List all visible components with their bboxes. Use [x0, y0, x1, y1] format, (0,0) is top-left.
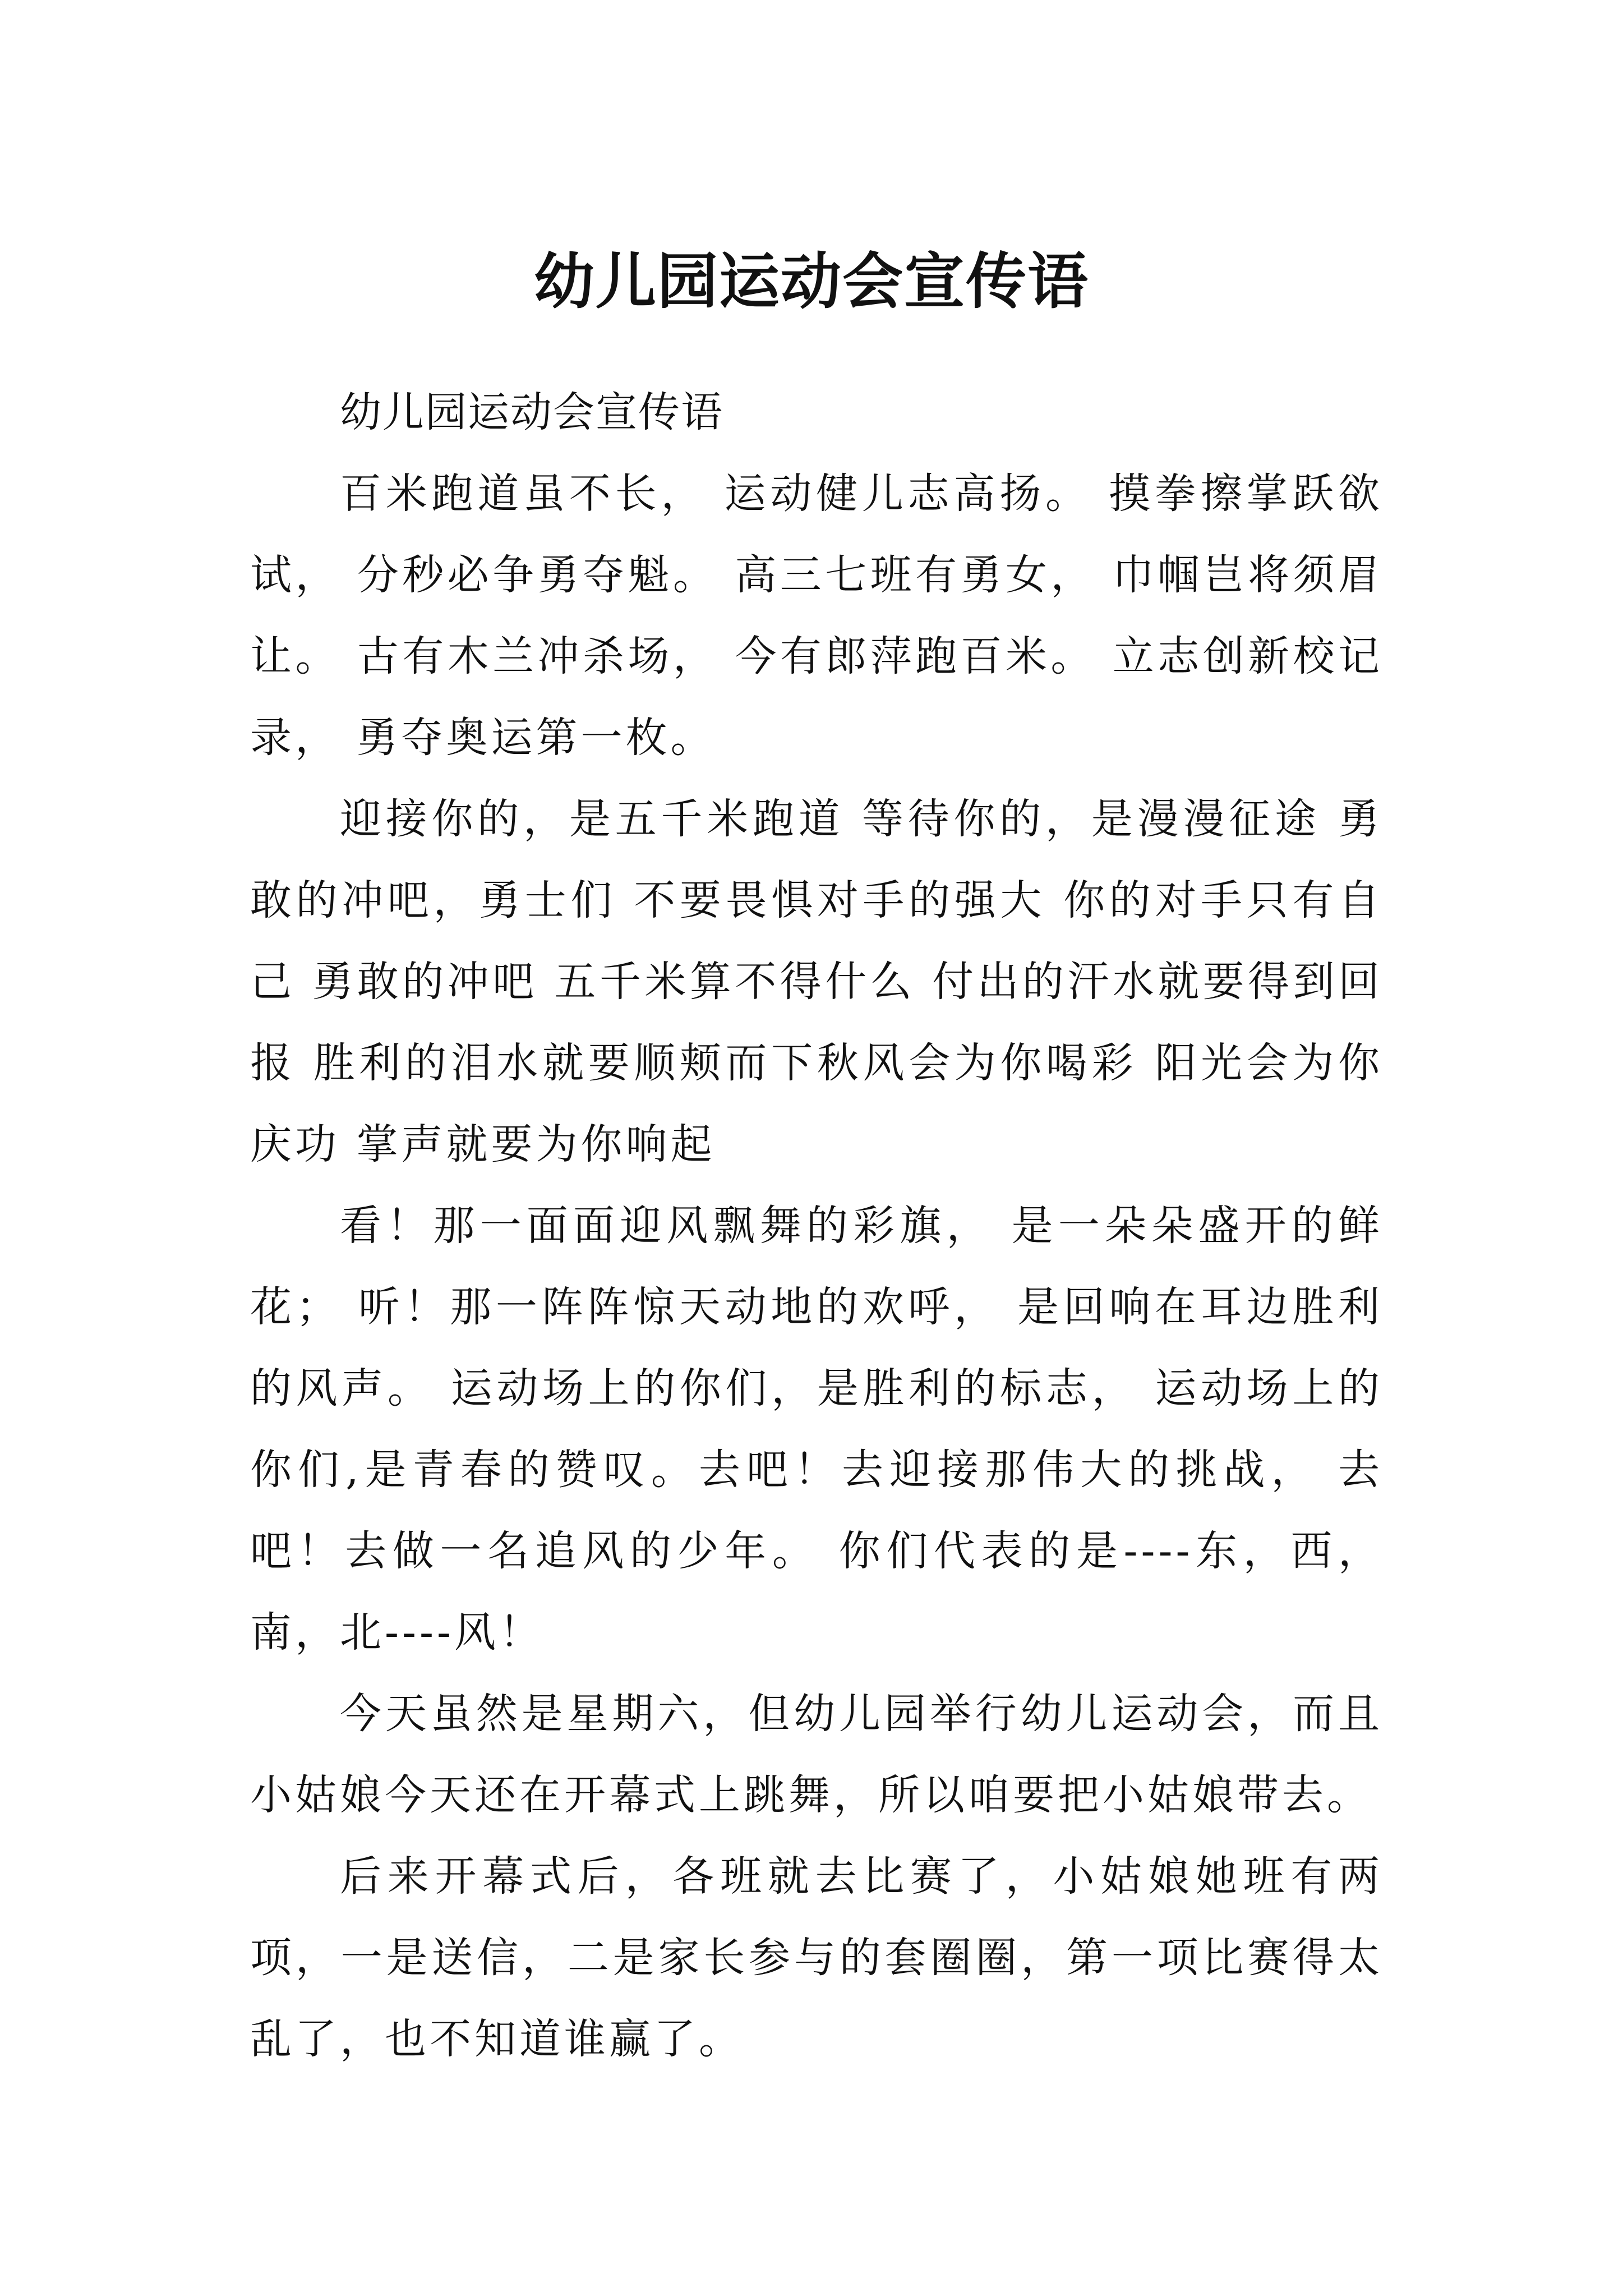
- paragraph-saturday: 今天虽然是星期六，但幼儿园举行幼儿运动会，而且小姑娘今天还在开幕式上跳舞，所以咱要把小姑娘带去。: [250, 1690, 1383, 1819]
- paragraph-subtitle: 幼儿园运动会宣传语: [340, 388, 723, 436]
- document-body: [250, 372, 1383, 2080]
- paragraph-sprint-slogan: 百米跑道虽不长， 运动健儿志高扬。 摸拳擦掌跃欲试， 分秒必争勇夺魁。 高三七班有勇女， 巾帼岂将须眉让。 古有木兰冲杀场， 今有郎萍跑百米。 立志创新校记录， 勇夺奥运第一枚。: [250, 470, 1383, 762]
- paragraph-competition: 后来开幕式后，各班就去比赛了，小姑娘她班有两项，一是送信，二是家长参与的套圈圈，第一项比赛得太乱了，也不知道谁赢了。: [250, 1852, 1383, 2063]
- paragraph-5000m-cheer: 迎接你的，是五千米跑道 等待你的，是漫漫征途 勇敢的冲吧，勇士们 不要畏惧对手的强大 你的对手只有自己 勇敢的冲吧 五千米算不得什么 付出的汗水就要得到回报 胜利的泪水就要顺颊而下秋风会为你喝彩 阳光会为你庆功 掌声就要为你响起: [250, 795, 1383, 1168]
- document-title: 幼儿园运动会宣传语: [533, 246, 1089, 318]
- paragraph-flags-cheer: 看！那一面面迎风飘舞的彩旗， 是一朵朵盛开的鲜花； 听！那一阵阵惊天动地的欢呼， 是回响在耳边胜利的风声。 运动场上的你们，是胜利的标志， 运动场上的你们,是青春的赞叹。去吧！去迎接那伟大的挑战， 去吧！去做一名追风的少年。 你们代表的是----东，西，南，北----风！: [250, 1202, 1383, 1657]
